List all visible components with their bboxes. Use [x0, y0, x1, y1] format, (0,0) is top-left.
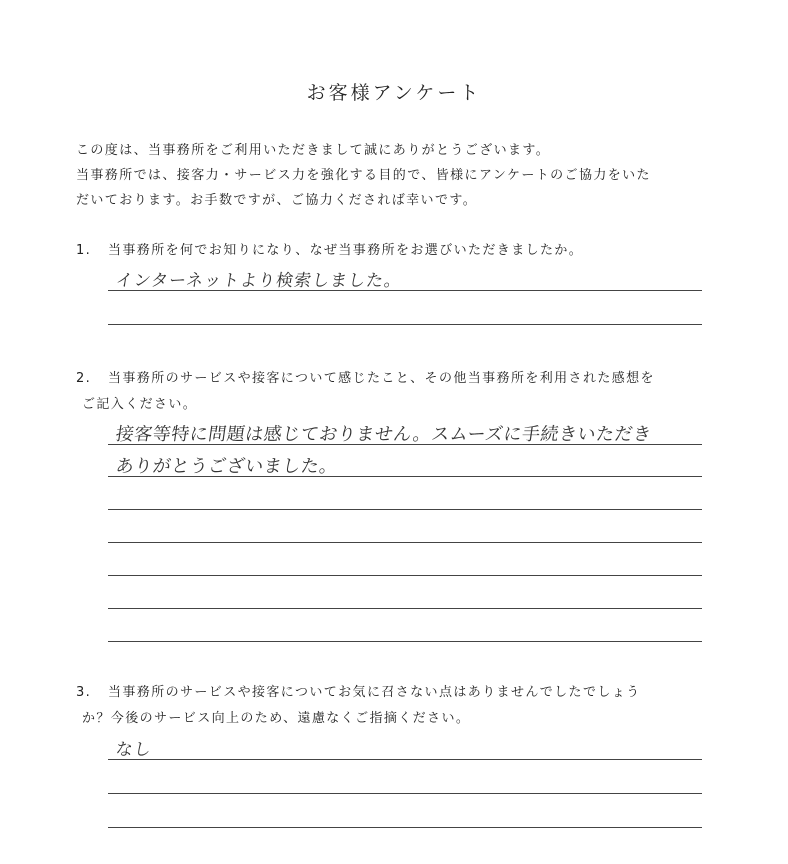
question-text: 当事務所のサービスや接客についてお気に召さない点はありませんでしたでしょう	[108, 685, 641, 700]
intro-line: 当事務所では、接客力・サービス力を強化する目的で、皆様にアンケートのご協力をいた	[76, 168, 651, 183]
answer-line	[108, 793, 702, 794]
answer-line	[108, 827, 702, 828]
answer-2-line-1: 接客等特に問題は感じておりません。スムーズに手続きいただき	[114, 424, 654, 445]
intro-text	[76, 138, 726, 213]
intro-line: だいております。お手数ですが、ご協力くだされば幸いです。	[76, 193, 478, 208]
answer-line	[108, 476, 702, 477]
answer-line	[108, 509, 702, 510]
answer-line	[108, 444, 702, 445]
intro-line: この度は、当事務所をご利用いただきまして誠にありがとうございます。	[76, 143, 551, 158]
question-2	[76, 366, 655, 418]
question-text-cont: か？今後のサービス向上のため、遠慮なくご指摘ください。	[82, 711, 471, 726]
question-3	[76, 680, 641, 732]
question-1	[76, 238, 583, 264]
answer-line	[108, 641, 702, 642]
answer-line	[108, 290, 702, 291]
question-text: 当事務所のサービスや接客について感じたこと、その他当事務所を利用された感想を	[108, 371, 655, 386]
answer-line	[108, 608, 702, 609]
question-number: 2.	[76, 371, 92, 386]
page-title: お客様アンケート	[306, 82, 482, 104]
answer-1-line-1: インターネットより検索しました。	[114, 271, 404, 291]
question-text-cont: ご記入ください。	[82, 397, 198, 412]
question-text: 当事務所を何でお知りになり、なぜ当事務所をお選びいただきましたか。	[108, 243, 584, 258]
question-number: 3.	[76, 685, 92, 700]
answer-line	[108, 324, 702, 325]
answer-2-line-2: ありがとうございました。	[114, 456, 340, 477]
answer-line	[108, 542, 702, 543]
answer-line	[108, 759, 702, 760]
answer-3-line-1: なし	[114, 740, 154, 760]
question-number: 1.	[76, 243, 92, 258]
answer-line	[108, 575, 702, 576]
